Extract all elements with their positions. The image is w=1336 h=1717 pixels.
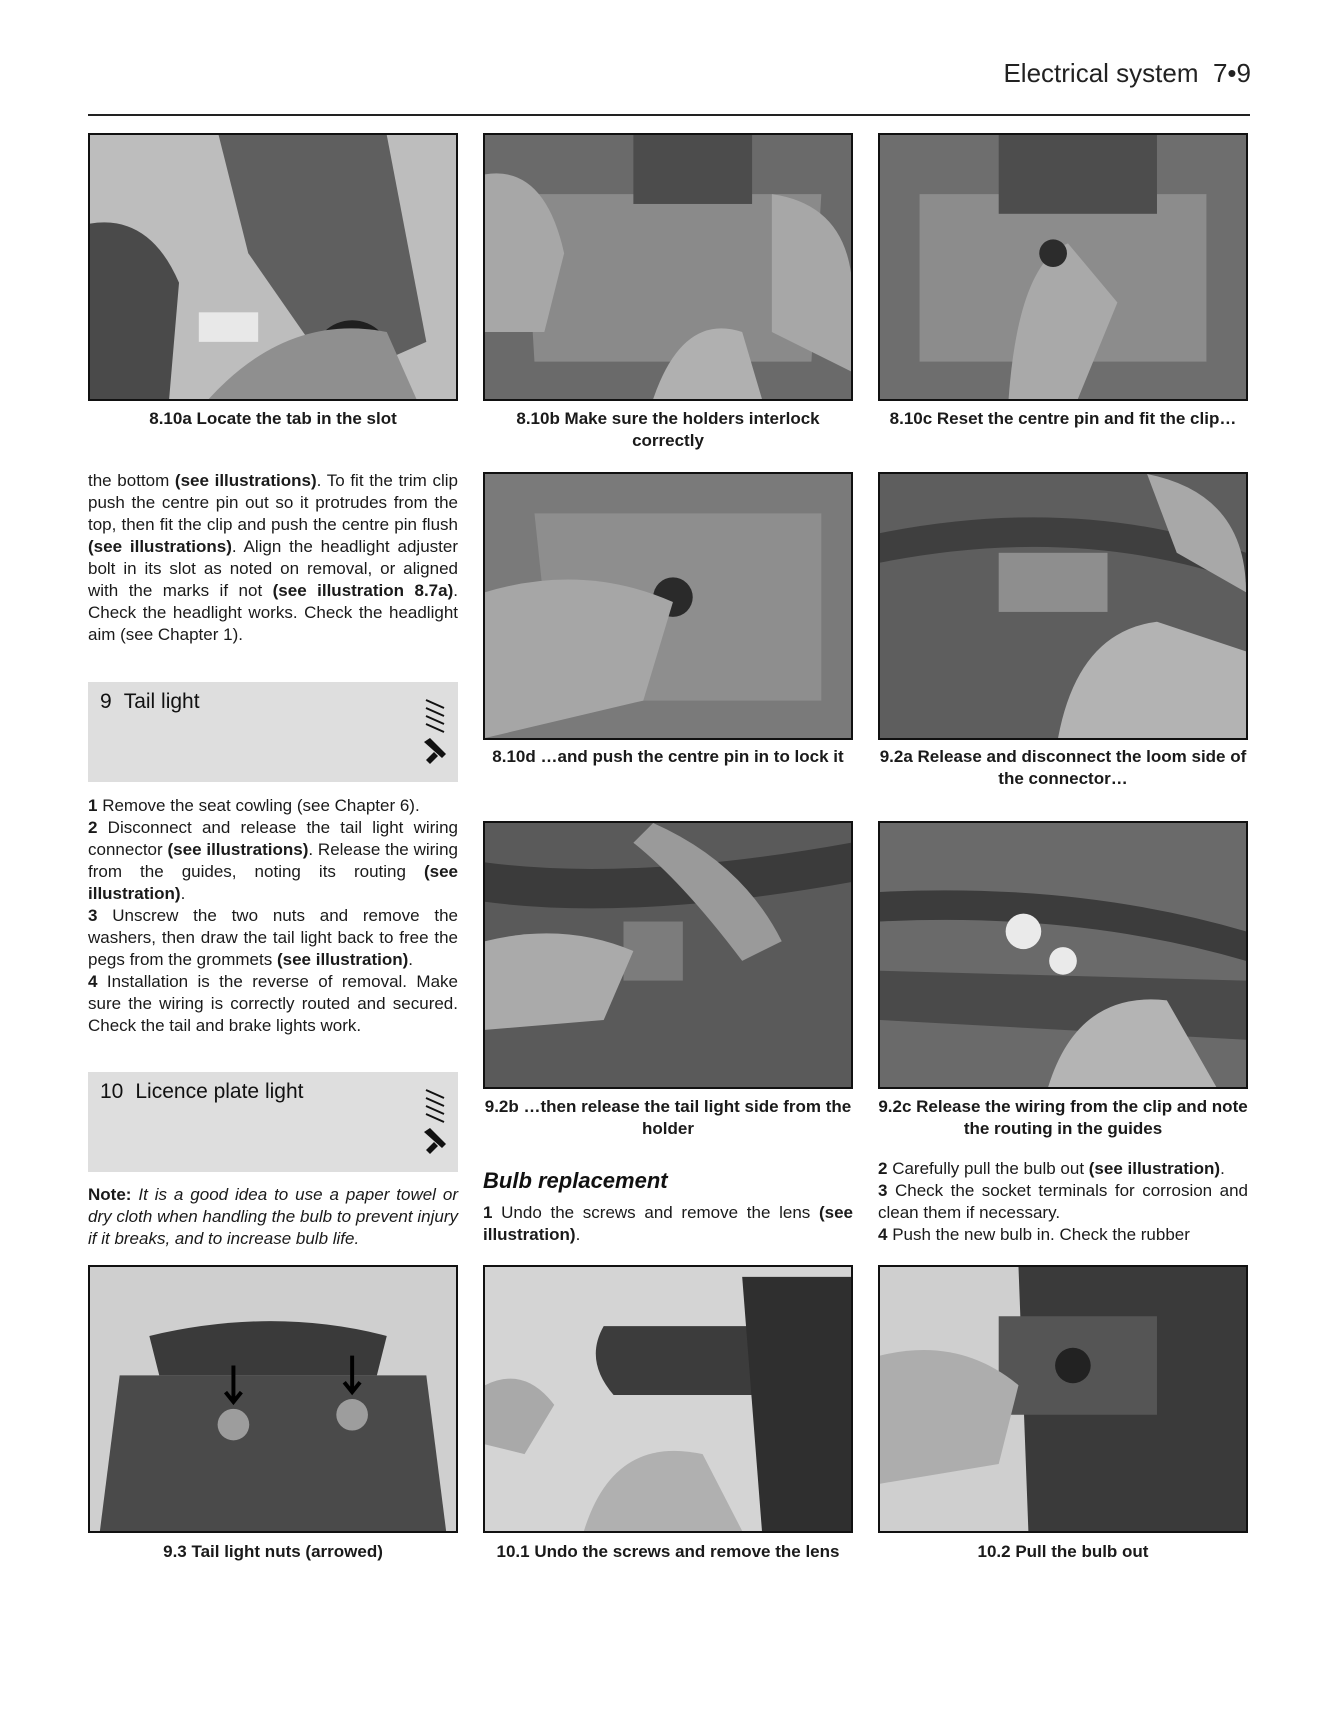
caption-9-2a: 9.2a Release and disconnect the loom side of the connector… bbox=[879, 747, 1247, 788]
caption-8-10d: 8.10d …and push the centre pin in to lock it bbox=[492, 747, 844, 766]
photo-9-3 bbox=[88, 1265, 458, 1533]
step-text: Installation is the reverse of removal. Make sure the wiring is correctly routed and secured. Check the tail and brake lights work. bbox=[88, 972, 458, 1035]
page-number: 7•9 bbox=[1212, 58, 1251, 88]
step-text: Disconnect and release the tail light wiring connector bbox=[88, 818, 458, 859]
step-item bbox=[878, 1224, 1248, 1246]
section-10-title-text: Licence plate light bbox=[135, 1080, 304, 1103]
caption-8-10a: 8.10a Locate the tab in the slot bbox=[149, 409, 397, 428]
running-header bbox=[1003, 58, 1251, 89]
intro-text-4: . Check the headlight works. Check the headlight aim (see Chapter 1). bbox=[88, 581, 458, 644]
step-item bbox=[878, 1180, 1248, 1224]
photo-10-2 bbox=[878, 1265, 1248, 1533]
step-number: 3 bbox=[878, 1181, 888, 1200]
intro-ref-1: (see illustrations) bbox=[174, 471, 317, 490]
step-item bbox=[88, 795, 458, 817]
step-text: Push the new bulb in. Check the rubber bbox=[892, 1225, 1190, 1244]
step-text: . bbox=[1220, 1159, 1225, 1178]
caption-9-2c: 9.2c Release the wiring from the clip and note the routing in the guides bbox=[878, 1097, 1248, 1138]
intro-text-2: . To fit the trim clip push the centre pin out so it protrudes from the top, then fit the clip and push the centre pin flush bbox=[88, 471, 458, 534]
intro-text-1: the bottom bbox=[88, 471, 175, 490]
step-text: Check the socket terminals for corrosion and clean them if necessary. bbox=[878, 1181, 1248, 1222]
photo-8-10c bbox=[878, 133, 1248, 401]
caption-9-2b: 9.2b …then release the tail light side from the holder bbox=[484, 1097, 852, 1138]
step-number: 4 bbox=[878, 1225, 888, 1244]
caption-8-10b: 8.10b Make sure the holders interlock correctly bbox=[516, 409, 820, 450]
photo-9-2b bbox=[483, 821, 853, 1089]
step-ref: (see illustrations) bbox=[167, 840, 309, 859]
intro-ref-3: (see illustration 8.7a) bbox=[272, 581, 454, 600]
step-ref: (see illustration) bbox=[1088, 1159, 1221, 1178]
step-item bbox=[88, 905, 458, 971]
step-text: Undo the screws and remove the lens bbox=[501, 1203, 819, 1222]
difficulty-wrench-icon bbox=[420, 694, 450, 772]
subheading-bulb-replacement: Bulb replacement bbox=[483, 1168, 668, 1193]
step-text: . bbox=[408, 950, 414, 969]
photo-8-10a bbox=[88, 133, 458, 401]
step-number: 1 bbox=[483, 1203, 493, 1222]
step-item bbox=[878, 1158, 1248, 1180]
step-number: 1 bbox=[88, 796, 98, 815]
section-9-number: 9 bbox=[100, 690, 112, 713]
step-item bbox=[88, 971, 458, 1037]
caption-10-1: 10.1 Undo the screws and remove the lens bbox=[496, 1542, 840, 1561]
note-text: It is a good idea to use a paper towel or dry cloth when handling the bulb to prevent injury if it breaks, and to increase bulb life. bbox=[88, 1185, 458, 1248]
intro-paragraph bbox=[88, 470, 458, 646]
section-9-heading-box bbox=[88, 682, 458, 782]
caption-8-10c: 8.10c Reset the centre pin and fit the clip… bbox=[889, 409, 1237, 428]
step-number: 4 bbox=[88, 972, 98, 991]
section-10-title bbox=[100, 1080, 303, 1104]
section-10-heading-box bbox=[88, 1072, 458, 1172]
chapter-title: Electrical system bbox=[1003, 58, 1199, 88]
photo-8-10d bbox=[483, 472, 853, 740]
step-number: 2 bbox=[878, 1159, 888, 1178]
section-10-note bbox=[88, 1184, 458, 1250]
note-label: Note: bbox=[88, 1185, 132, 1204]
step-text: Remove the seat cowling (see Chapter 6). bbox=[102, 796, 420, 815]
step-text: Carefully pull the bulb out bbox=[892, 1159, 1089, 1178]
intro-ref-2: (see illustrations) bbox=[88, 537, 232, 556]
step-text: . bbox=[180, 884, 186, 903]
step-number: 2 bbox=[88, 818, 98, 837]
step-text: . Release the wiring from the guides, noting its routing bbox=[88, 840, 458, 881]
bulb-step-1 bbox=[483, 1202, 853, 1246]
step-text: Unscrew the two nuts and remove the washers, then draw the tail light back to free the pegs from the grommets bbox=[88, 906, 458, 969]
photo-10-1 bbox=[483, 1265, 853, 1533]
header-rule bbox=[88, 114, 1250, 116]
step-text: . bbox=[575, 1225, 581, 1244]
photo-9-2c bbox=[878, 821, 1248, 1089]
section-9-title bbox=[100, 690, 200, 714]
photo-9-2a bbox=[878, 472, 1248, 740]
caption-10-2: 10.2 Pull the bulb out bbox=[977, 1542, 1149, 1561]
bulb-steps-2-4 bbox=[878, 1158, 1248, 1246]
photo-8-10b bbox=[483, 133, 853, 401]
step-ref: (see illustration) bbox=[483, 1203, 853, 1244]
step-ref: (see illustration) bbox=[276, 950, 409, 969]
section-9-steps bbox=[88, 795, 458, 1037]
step-number: 3 bbox=[88, 906, 98, 925]
step-ref: (see illustration) bbox=[88, 862, 458, 903]
section-10-number: 10 bbox=[100, 1080, 124, 1103]
difficulty-wrench-icon bbox=[420, 1084, 450, 1162]
step-item bbox=[88, 817, 458, 905]
section-9-title-text: Tail light bbox=[123, 690, 200, 713]
caption-9-3: 9.3 Tail light nuts (arrowed) bbox=[163, 1542, 383, 1561]
intro-text-3: . Align the headlight adjuster bolt in its slot as noted on removal, or aligned with the marks if not bbox=[88, 537, 458, 600]
